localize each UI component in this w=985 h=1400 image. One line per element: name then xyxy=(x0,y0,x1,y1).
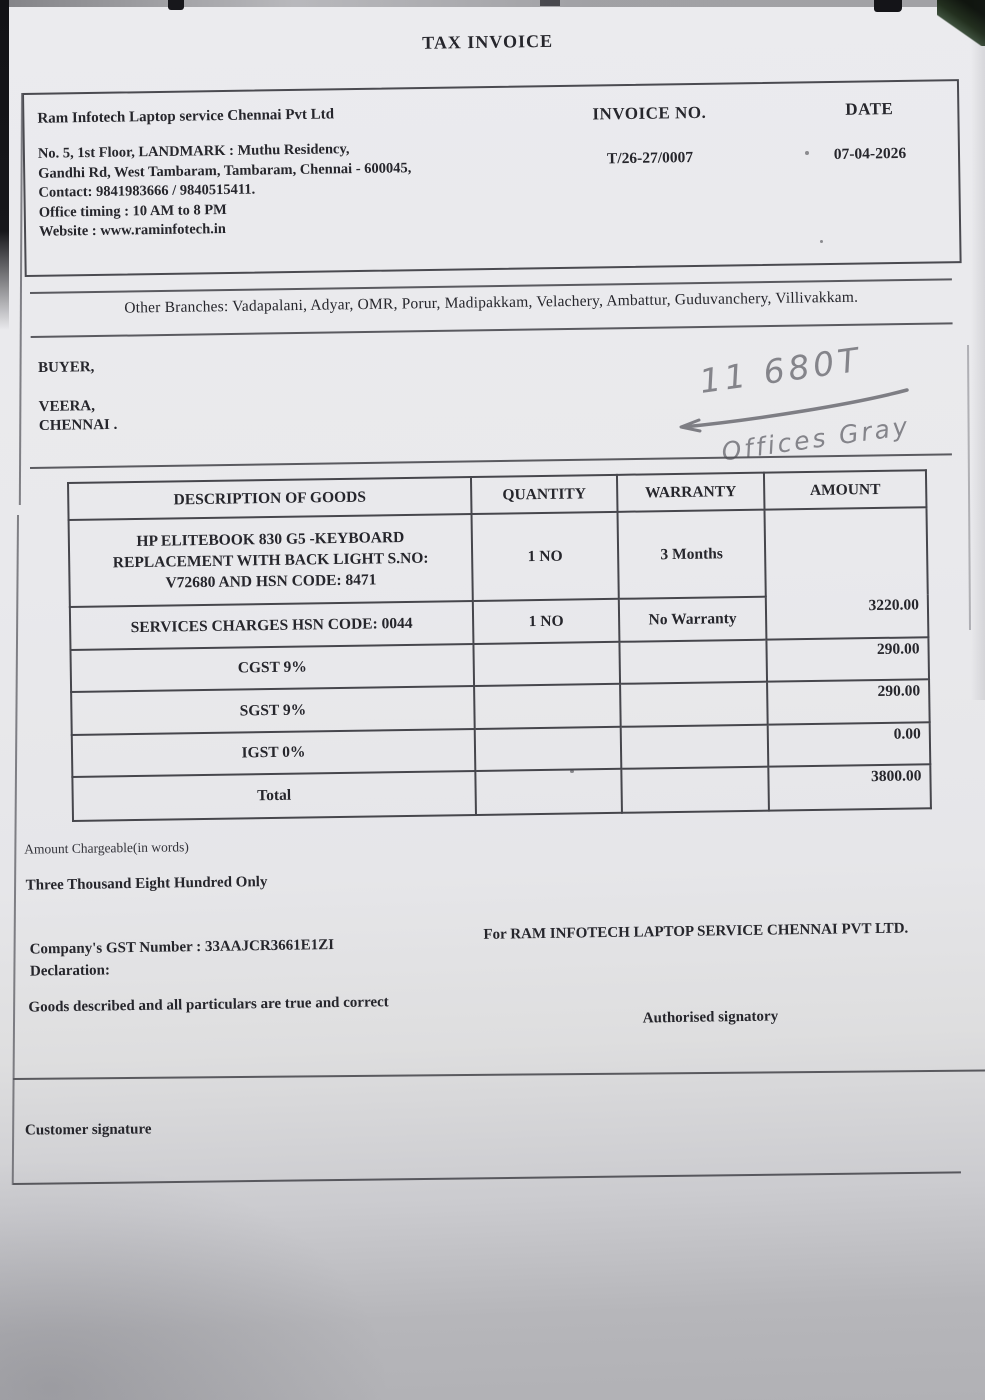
photo-edge-mark xyxy=(874,0,902,12)
seller-invoice-box xyxy=(22,79,962,277)
footer-block xyxy=(0,825,985,1070)
seller-address-line: Gandhi Rd, West Tambaram, Tambaram, Chennai - 600045, xyxy=(38,159,412,182)
tax-label: SGST 9% xyxy=(71,686,475,735)
date-value: 07-04-2026 xyxy=(833,144,907,163)
page-border-left xyxy=(19,93,23,505)
item-description-line: REPLACEMENT WITH BACK LIGHT S.NO: xyxy=(112,549,429,572)
item-warranty: No Warranty xyxy=(619,597,767,642)
date-label: DATE xyxy=(845,99,894,119)
photo-edge-top xyxy=(0,0,985,7)
for-company-line: For RAM INFOTECH LAPTOP SERVICE CHENNAI PVT LTD. xyxy=(483,920,909,943)
goods-table xyxy=(67,469,932,822)
seller-address-line: No. 5, 1st Floor, LANDMARK : Muthu Residency, xyxy=(37,141,350,162)
empty-cell xyxy=(475,769,622,815)
empty-cell xyxy=(474,684,621,729)
amount-words-label: Amount Chargeable(in words) xyxy=(24,839,189,857)
item-amount: 3220.00 xyxy=(764,507,928,639)
divider xyxy=(13,1070,985,1080)
customer-signature-label: Customer signature xyxy=(24,1121,152,1139)
tax-amount: 290.00 xyxy=(767,679,930,724)
buyer-name: VEERA, xyxy=(38,398,96,415)
buyer-block xyxy=(38,359,117,435)
item-description-line: HP ELITEBOOK 830 G5 -KEYBOARD xyxy=(136,529,405,550)
branches-line: Other Branches: Vadapalani, Adyar, OMR, Porur, Madipakkam, Velachery, Ambattur, Guduvanchery, Villivakkam. xyxy=(124,288,859,317)
empty-cell xyxy=(621,767,769,813)
speck xyxy=(805,151,809,155)
empty-cell xyxy=(473,642,620,686)
item-description xyxy=(69,514,473,607)
item-quantity: 1 NO xyxy=(472,512,619,601)
item-warranty: 3 Months xyxy=(618,510,766,599)
photo-edge-mark xyxy=(168,0,184,10)
photo-shadow xyxy=(0,1140,420,1400)
seller-address-line: Website : www.raminfotech.in xyxy=(38,220,227,240)
empty-cell xyxy=(619,640,767,684)
empty-cell xyxy=(621,725,769,769)
invoice-number-value: T/26-27/0007 xyxy=(606,149,694,168)
item-quantity: 1 NO xyxy=(473,599,620,644)
page-title: TAX INVOICE xyxy=(422,30,554,53)
photo-edge-left xyxy=(0,0,9,330)
seller-address xyxy=(38,139,413,242)
tax-label: IGST 0% xyxy=(72,729,476,777)
photo-edge-mark xyxy=(540,0,560,6)
speck xyxy=(570,770,574,773)
declaration-text: Goods described and all particulars are true and correct xyxy=(28,994,389,1016)
total-label: Total xyxy=(72,771,476,821)
photo-shadow xyxy=(971,0,985,700)
col-header-warranty: WARRANTY xyxy=(617,473,765,512)
authorised-signatory-label: Authorised signatory xyxy=(642,1008,779,1027)
seller-name: Ram Infotech Laptop service Chennai Pvt Ltd xyxy=(37,106,335,127)
handwritten-price: 11 680T xyxy=(697,339,865,401)
seller-address-line: Contact: 9841983666 / 9840515411. xyxy=(38,181,256,201)
tax-amount: 0.00 xyxy=(768,722,931,766)
col-header-amount: AMOUNT xyxy=(764,470,927,509)
declaration-label: Declaration: xyxy=(29,962,111,980)
handwritten-note xyxy=(655,328,935,468)
invoice-number-label: INVOICE NO. xyxy=(592,102,707,124)
total-amount: 3800.00 xyxy=(768,764,931,810)
item-description: SERVICES CHARGES HSN CODE: 0044 xyxy=(70,601,474,650)
table-row xyxy=(69,507,928,607)
buyer-city: CHENNAI . xyxy=(38,416,118,434)
amount-words-value: Three Thousand Eight Hundred Only xyxy=(25,874,268,894)
col-header-description: DESCRIPTION OF GOODS xyxy=(68,477,472,520)
gst-number-line: Company's GST Number : 33AAJCR3661E1ZI xyxy=(29,937,335,958)
buyer-label: BUYER, xyxy=(38,359,95,376)
seller-address-line: Office timing : 10 AM to 8 PM xyxy=(38,201,227,221)
tax-label: CGST 9% xyxy=(70,644,474,692)
empty-cell xyxy=(475,727,622,771)
handwritten-color-note: Offices Gray xyxy=(719,411,913,467)
empty-cell xyxy=(620,682,768,727)
col-header-quantity: QUANTITY xyxy=(471,475,618,514)
speck xyxy=(820,240,823,243)
item-description-line: V72680 AND HSN CODE: 8471 xyxy=(165,571,377,592)
tax-amount: 290.00 xyxy=(766,637,929,681)
